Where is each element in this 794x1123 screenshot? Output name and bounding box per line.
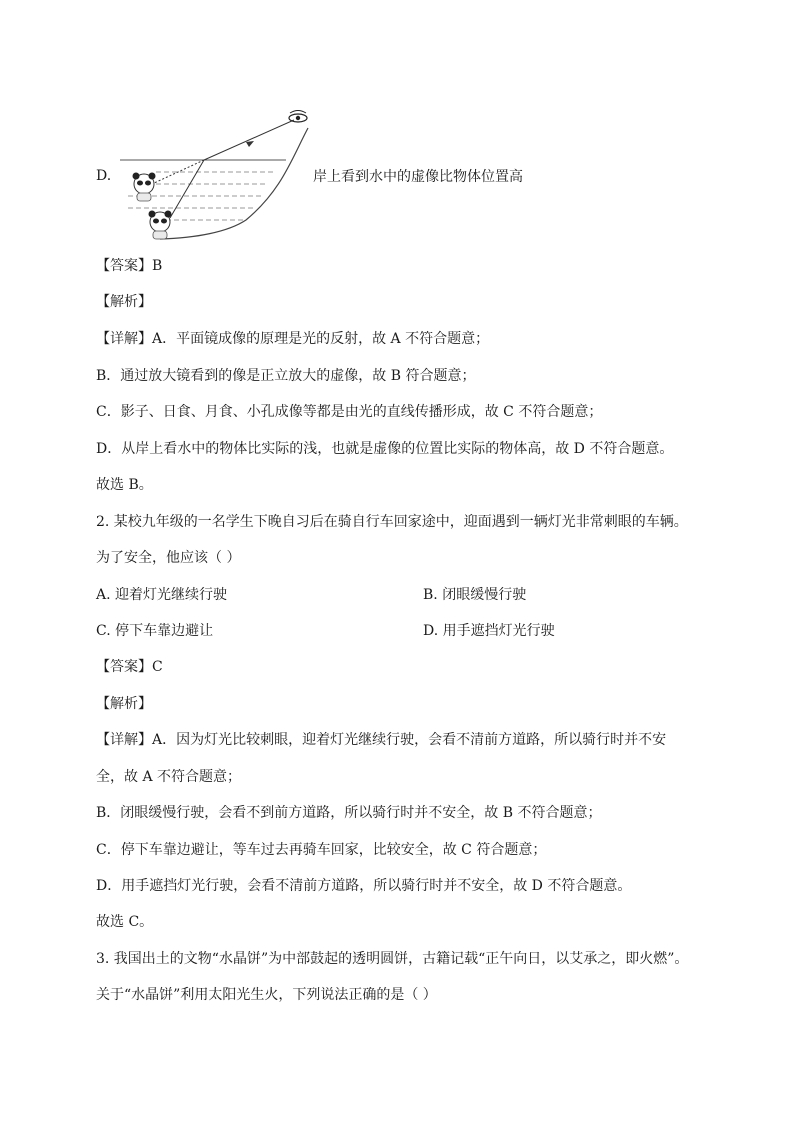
ray-to-eye	[204, 120, 294, 160]
ray-arrow	[246, 141, 254, 147]
q2-detail-line: 全，故 A 不符合题意；	[96, 769, 242, 785]
q2-answer: 【答案】C	[96, 659, 163, 675]
option-d-letter: D.	[96, 168, 112, 184]
q2-detail-line: B．闭眼缓慢行驶，会看不到前方道路，所以骑行时并不安全，故 B 不符合题意；	[96, 805, 602, 821]
q2-option-d: D. 用手遮挡灯光行驶	[423, 623, 555, 639]
q1-detail-line: C．影子、日食、月食、小孔成像等都是由光的直线传播形成，故 C 不符合题意；	[96, 404, 603, 420]
panda-virtual-image-icon	[133, 173, 156, 202]
river-bank-curve	[160, 128, 308, 239]
q2-stem-line: 2. 某校九年级的一名学生下晚自习后在骑自行车回家途中，迎面遇到一辆灯光非常刺眼的车辆。	[96, 514, 688, 530]
q2-option-a: A. 迎着灯光继续行驶	[96, 587, 228, 603]
q1-detail-line: D．从岸上看水中的物体比实际的浅，也就是虚像的位置比实际的物体高，故 D 不符合题意。	[96, 441, 674, 457]
q2-detail-line: C．停下车靠边避让，等车过去再骑车回家，比较安全，故 C 符合题意；	[96, 842, 547, 858]
q2-detail-line: 【详解】A．因为灯光比较刺眼，迎着灯光继续行驶，会看不清前方道路，所以骑行时并不安	[96, 732, 667, 748]
q2-stem-line: 为了安全，他应该（ ）	[96, 550, 241, 566]
q3-stem-line: 关于“水晶饼”利用太阳光生火，下列说法正确的是（ ）	[96, 987, 437, 1003]
q1-analysis-heading: 【解析】	[96, 294, 152, 310]
q2-analysis-heading: 【解析】	[96, 696, 152, 712]
q1-detail-line: B．通过放大镜看到的像是正立放大的虚像，故 B 符合题意；	[96, 368, 476, 384]
q1-detail-line: 【详解】A．平面镜成像的原理是光的反射，故 A 不符合题意；	[96, 331, 490, 347]
q3-stem-line: 3. 我国出土的文物“水晶饼”为中部鼓起的透明圆饼，古籍记载“正午向日，以艾承之，即火燃”。	[96, 951, 689, 967]
panda-object-icon	[149, 211, 172, 240]
eye-icon	[289, 111, 307, 123]
q1-answer: 【答案】B	[96, 258, 163, 274]
q2-option-b: B. 闭眼缓慢行驶	[423, 587, 527, 603]
q2-conclusion: 故选 C。	[96, 914, 154, 930]
q2-option-c: C. 停下车靠边避让	[96, 623, 214, 639]
q1-conclusion: 故选 B。	[96, 477, 153, 493]
option-d-caption: 岸上看到水中的虚像比物体位置高	[313, 169, 523, 185]
q2-detail-line: D．用手遮挡灯光行驶，会看不清前方道路，所以骑行时并不安全，故 D 不符合题意。	[96, 878, 632, 894]
refraction-diagram	[96, 98, 326, 246]
refracted-ray	[170, 160, 204, 218]
